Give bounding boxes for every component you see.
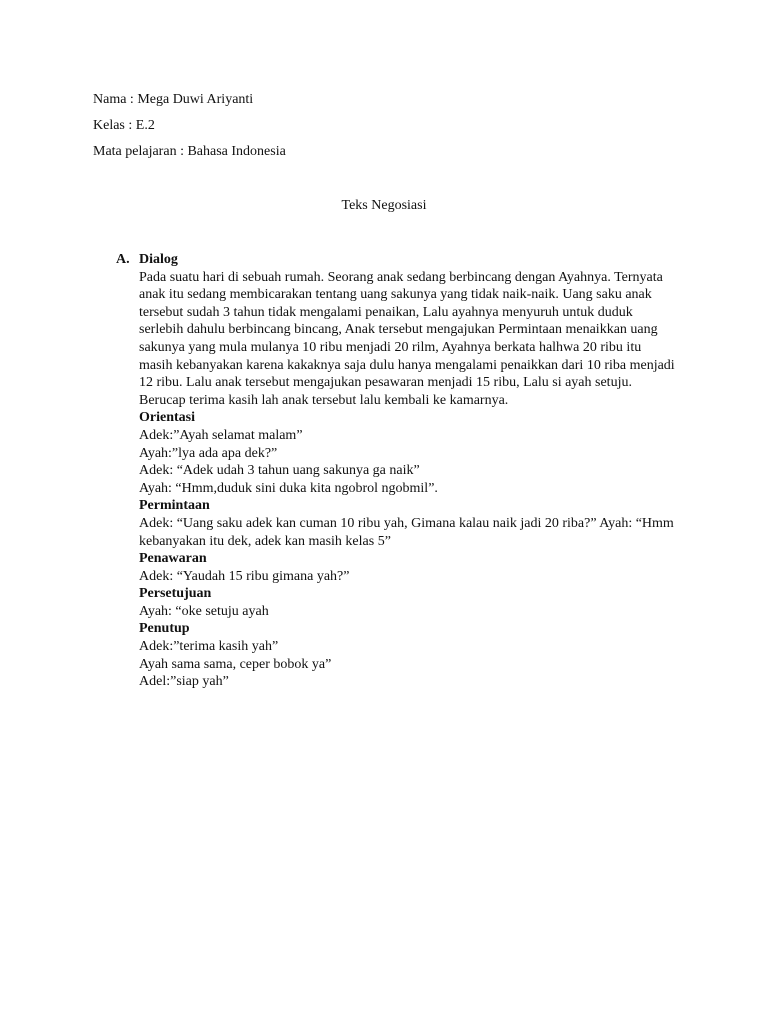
subject: Mata pelajaran : Bahasa Indonesia <box>93 144 286 159</box>
orientasi-line: Ayah:”lya ada apa dek?” <box>139 445 278 461</box>
persetujuan-heading: Persetujuan <box>139 586 212 602</box>
penutup-heading: Penutup <box>139 621 190 637</box>
section-dialog <box>116 251 676 691</box>
penutup-line: Adel:”siap yah” <box>139 674 229 690</box>
section-heading <box>116 251 676 269</box>
student-info <box>93 87 693 165</box>
permintaan-text: Adek: “Uang saku adek kan cuman 10 ribu yah, Gimana kalau naik jadi 20 riba?” Ayah: “Hmm kebanyakan itu dek, adek kan masih kelas 5” <box>139 515 674 549</box>
intro-paragraph: Pada suatu hari di sebuah rumah. Seorang anak sedang berbincang dengan Ayahnya. Ternyata anak itu sedang membicarakan tentang uang sakunya yang tidak naik-naik. Uang saku anak tersebut sudah 3 tahun tidak mengalami penaikan, Lalu ayahnya menyuruh untuk duduk serlebih dahulu berbincang bincang, Anak tersebut mengajukan Permintaan menaikkan uang sakunya yang mula mulanya 10 ribu menjadi 20 rilm, Ayahnya berkata halhwa 20 ribu itu masih kebanyakan karena kakaknya saja dulu hanya mengalami penaikkan dari 10 riba menjadi 12 ribu. Lalu anak tersebut mengajukan pesawaran menjadi 15 ribu, Lalu si ayah setuju. Berucap terima kasih lah anak tersebut lalu kembali ke kamarnya. <box>139 269 675 408</box>
document-title: Teks Negosiasi <box>341 198 427 213</box>
orientasi-line: Ayah: “Hmm,duduk sini duka kita ngobrol ngobmil”. <box>139 480 438 496</box>
penawaran-line: Adek: “Yaudah 15 ribu gimana yah?” <box>139 568 350 584</box>
section-body <box>139 269 676 691</box>
orientasi-line: Adek:”Ayah selamat malam” <box>139 427 303 443</box>
penawaran-heading: Penawaran <box>139 551 207 567</box>
orientasi-line: Adek: “Adek udah 3 tahun uang sakunya ga naik” <box>139 463 420 479</box>
section-title: Dialog <box>139 252 178 267</box>
persetujuan-line: Ayah: “oke setuju ayah <box>139 603 269 619</box>
student-class: Kelas : E.2 <box>93 118 155 133</box>
penutup-line: Adek:”terima kasih yah” <box>139 639 279 655</box>
section-letter: A. <box>116 252 130 267</box>
student-name: Nama : Mega Duwi Ariyanti <box>93 92 254 107</box>
permintaan-heading: Permintaan <box>139 498 210 514</box>
orientasi-heading: Orientasi <box>139 410 195 426</box>
penutup-line: Ayah sama sama, ceper bobok ya” <box>139 656 332 672</box>
